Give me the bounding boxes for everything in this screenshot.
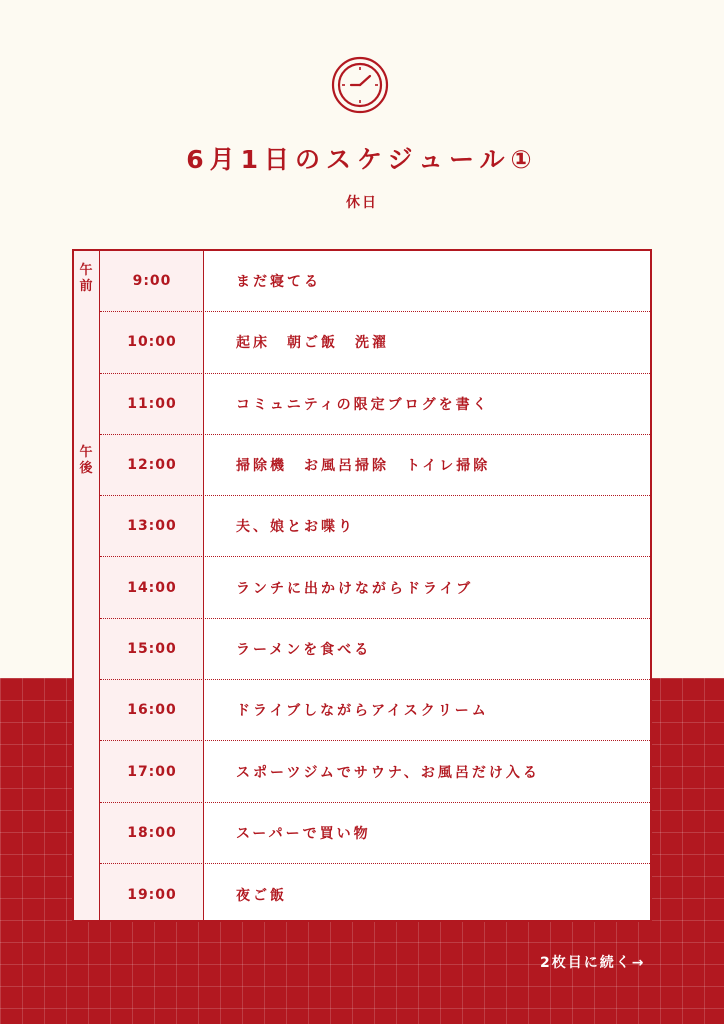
page-title: 6月1日のスケジュール① bbox=[186, 145, 538, 174]
table-row bbox=[100, 435, 650, 496]
time-cell: 12:00 bbox=[127, 457, 177, 474]
period-pm-char-1: 午 bbox=[79, 445, 93, 460]
time-cell: 10:00 bbox=[127, 334, 177, 351]
period-am-char-2: 前 bbox=[79, 279, 93, 294]
schedule-table bbox=[72, 249, 652, 922]
time-cell: 14:00 bbox=[127, 579, 177, 596]
table-row bbox=[100, 251, 650, 312]
activity-cell: スポーツジムでサウナ、お風呂だけ入る bbox=[236, 764, 540, 781]
period-label-pm bbox=[74, 445, 98, 477]
period-am-char-1: 午 bbox=[79, 263, 93, 278]
period-column bbox=[74, 251, 100, 920]
activity-cell: ドライブしながらアイスクリーム bbox=[236, 703, 489, 720]
table-row bbox=[100, 557, 650, 618]
time-cell: 18:00 bbox=[127, 824, 177, 841]
activity-cell: コミュニティの限定ブログを書く bbox=[236, 396, 490, 413]
time-cell: 9:00 bbox=[132, 273, 172, 290]
table-row bbox=[100, 312, 650, 373]
table-row bbox=[100, 803, 650, 864]
table-row bbox=[100, 496, 650, 557]
table-row bbox=[100, 374, 650, 435]
activity-cell: ランチに出かけながらドライブ bbox=[236, 580, 474, 597]
time-cell: 19:00 bbox=[127, 886, 177, 903]
period-pm-char-2: 後 bbox=[79, 461, 93, 476]
time-cell: 11:00 bbox=[127, 395, 177, 412]
period-label-am bbox=[74, 263, 98, 295]
page-subtitle: 休日 bbox=[346, 195, 378, 211]
clock-icon bbox=[331, 56, 389, 114]
table-row bbox=[100, 680, 650, 741]
time-cell: 17:00 bbox=[127, 763, 177, 780]
activity-cell: 掃除機 お風呂掃除 トイレ掃除 bbox=[236, 458, 491, 475]
activity-cell: スーパーで買い物 bbox=[236, 825, 371, 842]
time-cell: 16:00 bbox=[127, 702, 177, 719]
activity-cell: 夫、娘とお喋り bbox=[236, 519, 355, 536]
activity-cell: 夜ご飯 bbox=[236, 887, 287, 904]
time-cell: 15:00 bbox=[127, 640, 177, 657]
table-row bbox=[100, 864, 650, 925]
schedule-rows bbox=[100, 251, 650, 920]
time-cell: 13:00 bbox=[127, 518, 177, 535]
activity-cell: 起床 朝ご飯 洗濯 bbox=[236, 335, 389, 352]
activity-cell: ラーメンを食べる bbox=[236, 641, 372, 658]
continue-link[interactable]: 2枚目に続く→ bbox=[540, 955, 646, 971]
activity-cell: まだ寝てる bbox=[236, 274, 321, 291]
table-row bbox=[100, 741, 650, 802]
table-row bbox=[100, 619, 650, 680]
